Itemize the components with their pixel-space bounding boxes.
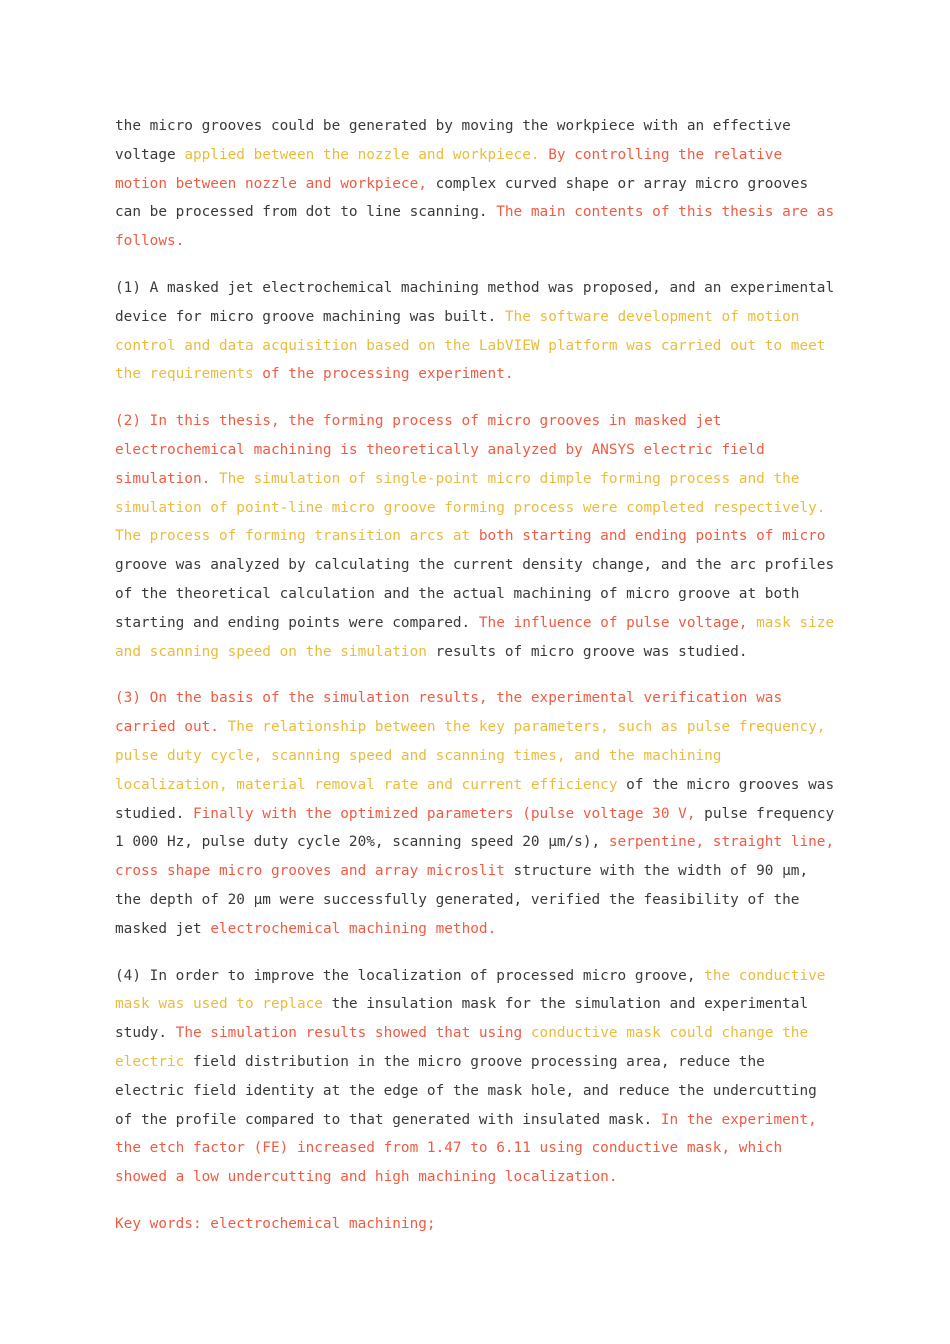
text-segment: Key words: electrochemical machining;: [115, 1215, 436, 1232]
text-segment: mask size and scanning speed on the simulation: [115, 614, 835, 660]
text-segment: groove was analyzed by calculating the current density change, and the arc profiles of the theoretical calculation and the actual machining of micro groove at both starting and ending points were compared.: [115, 557, 835, 631]
text-segment: (2) In this thesis, the forming process of micro grooves in masked jet electrochemical machining is theoretically analyzed by ANSYS electric field simulation.: [115, 413, 765, 487]
text-segment: of the micro grooves was studied.: [115, 776, 835, 822]
text-segment: the conductive mask was used to replace: [115, 967, 826, 1013]
text-segment: field distribution in the micro groove processing area, reduce the electric field identity at the edge of the mask hole, and reduce the undercutting of the profile compared to that generated with insulated mask.: [115, 1053, 817, 1128]
text-segment: The software development of motion control and data acquisition based on the LabVIEW platform was carried out to meet the requirements: [115, 308, 826, 383]
paragraph-item-1: [115, 274, 835, 389]
text-segment: Finally with the optimized parameters (pulse voltage 30 V,: [192, 805, 705, 822]
text-segment: (3) On the basis of the simulation results, the experimental verification was carried out.: [115, 690, 783, 736]
text-segment: The influence of pulse voltage,: [478, 614, 757, 631]
text-segment: The simulation results showed that using: [175, 1025, 531, 1042]
text-segment: serpentine, straight line, cross shape micro grooves and array microslit: [115, 834, 835, 880]
paragraph-keywords: [115, 1210, 835, 1239]
text-segment: In the experiment, the etch factor (FE) increased from 1.47 to 6.11 using conductive mask, which showed a low undercutting and high machining localization.: [115, 1111, 817, 1186]
text-segment: electrochemical machining method.: [210, 920, 497, 937]
text-segment: the insulation mask for the simulation and experimental study.: [115, 996, 809, 1042]
paragraph-item-3: [115, 684, 835, 943]
text-segment: structure with the width of 90 μm, the depth of 20 μm were successfully generated, verified the feasibility of the masked jet: [115, 863, 809, 937]
abstract-page: [115, 112, 835, 1257]
text-segment: conductive mask could change the electric: [115, 1025, 809, 1070]
text-segment: results of micro groove was studied.: [435, 643, 748, 660]
text-segment: (4) In order to improve the localization of processed micro groove,: [115, 967, 705, 984]
paragraph-intro: [115, 112, 835, 256]
text-segment: The main contents of this thesis are as follows.: [115, 204, 835, 250]
text-segment: the micro grooves could be generated by moving the workpiece with an effective voltage: [115, 118, 791, 163]
text-segment: By controlling the relative motion between nozzle and workpiece,: [115, 146, 783, 192]
text-segment: The relationship between the key parameters, such as pulse frequency, pulse duty cycle, scanning speed and scanning times, and the machining localization, material removal rate and current efficiency: [115, 719, 826, 793]
text-segment: pulse frequency 1 000 Hz, pulse duty cycle 20%, scanning speed 20 μm/s),: [115, 805, 835, 851]
text-segment: The simulation of single-point micro dimple forming process and the simulation of point-line micro groove forming process were completed respectively. The process of forming transition arcs at: [115, 470, 826, 545]
text-segment: of the processing experiment.: [262, 366, 514, 383]
paragraph-item-4: [115, 962, 835, 1192]
text-segment: both starting and ending points of micro: [478, 528, 826, 545]
paragraph-item-2: [115, 407, 835, 666]
text-segment: applied between the nozzle and workpiece.: [184, 146, 549, 163]
text-segment: complex curved shape or array micro grooves can be processed from dot to line scanning.: [115, 175, 809, 221]
text-segment: (1) A masked jet electrochemical machining method was proposed, and an experimental device for micro groove machining was built.: [115, 279, 835, 325]
